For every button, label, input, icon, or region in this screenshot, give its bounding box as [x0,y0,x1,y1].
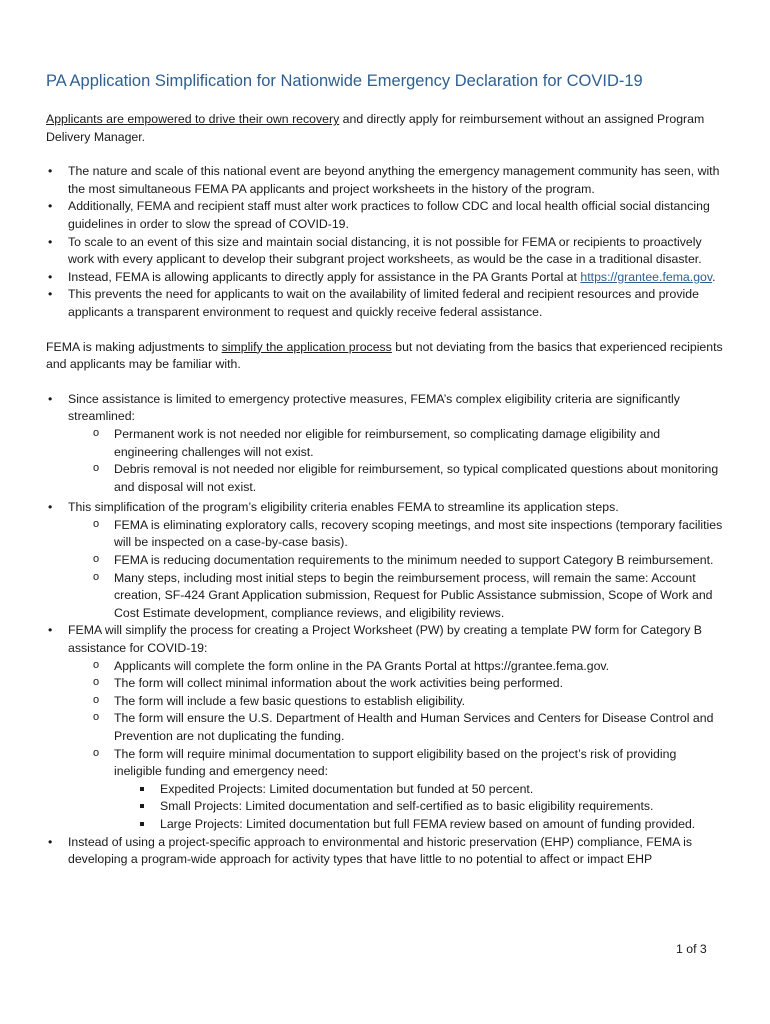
sub-list-item [92,746,726,834]
sub-list-item: o Applicants will complete the form online in the PA Grants Portal at https://grantee.fema.gov. [92,658,726,676]
bullet-list-2 [46,391,726,869]
item-text: FEMA will simplify the process for creating a Project Worksheet (PW) by creating a template PW form for Category B assistance for COVID-19: [68,623,702,656]
document-body [46,111,726,869]
para2-before: FEMA is making adjustments to [46,339,222,354]
sub-list-item: o Many steps, including most initial steps to begin the reimbursement process, will remain the same: Account creation, SF-424 Grant Application submission, Request for Public Assistance submission, Scope of Work and Cost Estimate development, compliance reviews, and eligibility reviews. [92,570,726,623]
list-item: • Instead of using a project-specific approach to environmental and historic preservation (EHP) compliance, FEMA is developing a program-wide approach for activity types that have little to no potential to affect or impact EHP [46,834,726,869]
item-text: The form will require minimal documentation to support eligibility based on the project’s risk of providing ineligible funding and emergency need: [114,746,677,779]
list-item: • This prevents the need for applicants to wait on the availability of limited federal and recipient resources and provide applicants a transparent environment to request and quickly receive federal assistance. [46,286,726,321]
portal-after: . [712,269,716,284]
document-title: PA Application Simplification for Nationwide Emergency Declaration for COVID-19 [46,72,643,90]
sub-list-item: o FEMA is eliminating exploratory calls, recovery scoping meetings, and most site inspections (temporary facilities will be inspected on a case-by-case basis). [92,517,726,552]
intro-paragraph [46,111,726,146]
portal-link[interactable]: https://grantee.fema.gov [580,269,713,284]
adjustments-paragraph [46,339,726,374]
sub-list-item: o Permanent work is not needed nor eligible for reimbursement, so complicating damage eligibility and engineering challenges will not exist. [92,426,726,461]
sub-sub-list [138,781,726,834]
list-item [46,269,726,287]
sub-sub-list-item: Expedited Projects: Limited documentation but funded at 50 percent. [138,781,726,799]
portal-text: Instead, FEMA is allowing applicants to directly apply for assistance in the PA Grants Portal at [68,269,581,284]
item-text: Since assistance is limited to emergency protective measures, FEMA’s complex eligibility criteria are significantly streamlined: [68,391,680,424]
item-text: This simplification of the program’s eligibility criteria enables FEMA to streamline its application steps. [68,500,619,515]
bullet-list-1 [46,163,726,321]
sub-list [92,517,726,623]
list-item [46,499,726,622]
sub-sub-list-item: Small Projects: Limited documentation and self-certified as to basic eligibility requirements. [138,798,726,816]
list-item: • To scale to an event of this size and maintain social distancing, it is not possible for FEMA or recipients to proactively work with every applicant to develop their subgrant project worksheets, as would be the case in a traditional disaster. [46,234,726,269]
para2-after: but not deviating from the basics that experienced recipients and applicants may be familiar with. [46,339,723,372]
sub-sub-list-item: Large Projects: Limited documentation but full FEMA review based on amount of funding provided. [138,816,726,834]
list-item: • The nature and scale of this national event are beyond anything the emergency management community has seen, with the most simultaneous FEMA PA applicants and project worksheets in the history of the program. [46,163,726,198]
list-item: • Additionally, FEMA and recipient staff must alter work practices to follow CDC and local health official social distancing guidelines in order to slow the spread of COVID-19. [46,198,726,233]
intro-underlined: Applicants are empowered to drive their own recovery [46,112,340,126]
sub-list-item: o FEMA is reducing documentation requirements to the minimum needed to support Category B reimbursement. [92,552,726,570]
list-item [46,391,726,500]
sub-list [92,658,726,834]
sub-list-item: o Debris removal is not needed nor eligible for reimbursement, so typical complicated questions about monitoring and disposal will not exist. [92,461,726,496]
page-number: 1 of 3 [676,942,707,956]
intro-rest: and directly apply for reimbursement without an assigned Program Delivery Manager. [46,112,705,144]
list-item [46,622,726,833]
sub-list [92,426,726,496]
sub-list-item: o The form will include a few basic questions to establish eligibility. [92,693,726,711]
sub-list-item: o The form will ensure the U.S. Department of Health and Human Services and Centers for Disease Control and Prevention are not duplicating the funding. [92,710,726,745]
para2-underlined: simplify the application process [221,339,392,354]
sub-list-item: o The form will collect minimal information about the work activities being performed. [92,675,726,693]
